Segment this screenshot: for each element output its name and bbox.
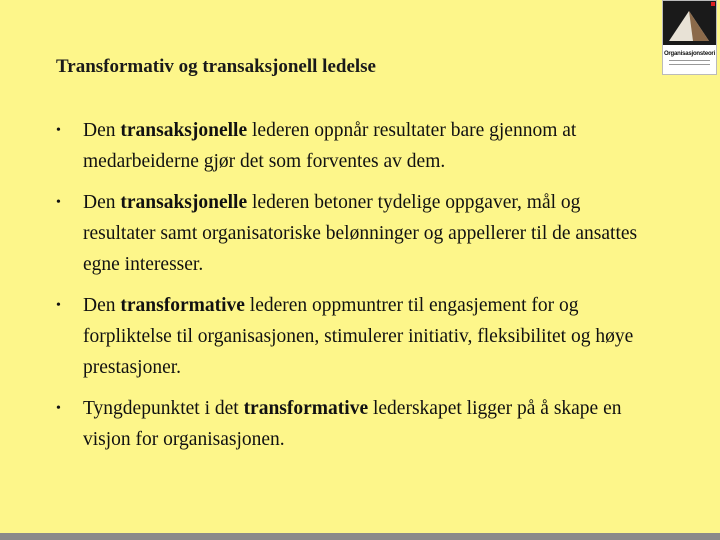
bullet-emphasis: transformative (120, 295, 245, 316)
book-cover-thumbnail (662, 0, 717, 75)
bullet-emphasis: transaksjonelle (120, 192, 248, 213)
bullet-item (56, 115, 656, 177)
bullet-dot-icon: • (56, 195, 61, 210)
red-mark-icon (711, 2, 715, 6)
divider (669, 60, 710, 61)
slide-title: Transformativ og transaksjonell ledelse (56, 56, 376, 77)
bullet-text: lederen betoner tydelige oppgaver, mål og resultater samt organisatoriske belønninger og appellerer til de ansattes egne interesser. (83, 192, 638, 275)
bullet-text: lederen oppmuntrer til engasjement for og forpliktelse til organisasjonen, stimulerer initiativ, fleksibilitet og høye prestasjoner. (83, 295, 634, 378)
bullet-emphasis: transformative (243, 398, 369, 419)
bullet-text: lederen oppnår resultater bare gjennom at medarbeiderne gjør det som forventes av dem. (83, 120, 577, 172)
bullet-emphasis: transaksjonelle (120, 120, 248, 141)
bullet-text: Den (83, 192, 121, 213)
bullet-dot-icon: • (56, 123, 61, 138)
bullet-dot-icon: • (56, 298, 61, 313)
bullet-item (56, 393, 656, 455)
divider (669, 64, 710, 65)
bullet-text: Tyngdepunktet i det (83, 398, 244, 419)
bullet-dot-icon: • (56, 401, 61, 416)
bullet-item (56, 187, 656, 280)
mountain-icon (663, 1, 716, 45)
bullet-list (56, 115, 656, 465)
book-cover-image (663, 1, 716, 45)
bullet-item (56, 290, 656, 383)
book-title: Organisasjonsteori (663, 51, 716, 57)
bullet-text: lederskapet ligger på å skape en visjon for organisasjonen. (83, 398, 622, 450)
bullet-text: Den (83, 295, 121, 316)
bottom-bar (0, 533, 720, 540)
bullet-text: Den (83, 120, 121, 141)
